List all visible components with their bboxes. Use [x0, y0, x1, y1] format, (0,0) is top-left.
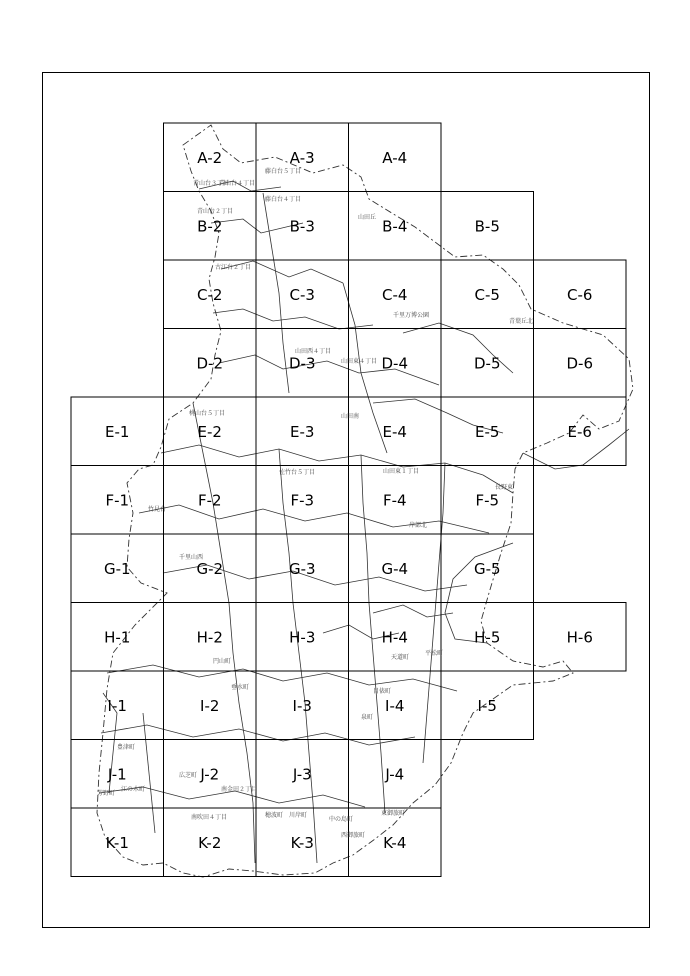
grid-label-e-3: E-3 — [290, 423, 315, 441]
town-label: 豊津町 — [117, 744, 136, 751]
grid-label-f-5: F-5 — [475, 491, 500, 510]
grid-label-h-6: H-6 — [566, 628, 593, 647]
town-label: 泉町 — [361, 714, 374, 721]
grid-label-e-5: E-5 — [475, 423, 500, 441]
grid-label-c-4: C-4 — [382, 286, 408, 304]
grid-label-f-1: F-1 — [105, 491, 130, 510]
town-label: 藤白台４丁目 — [265, 196, 302, 203]
grid-label-a-4: A-4 — [382, 149, 408, 167]
grid-label-h-1: H-1 — [104, 628, 131, 647]
town-label: 古江台２丁目 — [215, 264, 252, 271]
grid-label-c-5: C-5 — [474, 286, 500, 304]
grid-label-k-2: K-2 — [198, 834, 222, 852]
town-label: 山田東４丁目 — [341, 358, 378, 365]
grid-label-h-3: H-3 — [289, 628, 316, 647]
grid-label-i-2: I-2 — [200, 697, 220, 715]
town-boundaries — [99, 181, 629, 863]
grid-label-f-3: F-3 — [290, 491, 315, 510]
grid-label-b-5: B-5 — [474, 217, 500, 236]
grid-label-j-3: J-3 — [292, 765, 312, 784]
grid-label-g-4: G-4 — [381, 560, 409, 578]
town-label: 円山町 — [213, 658, 232, 665]
grid-label-j-2: J-2 — [200, 765, 220, 784]
grid-label-g-2: G-2 — [196, 560, 224, 578]
grid-label-e-1: E-1 — [105, 423, 130, 441]
grid-label-i-4: I-4 — [385, 697, 405, 715]
town-label: 南吹田４丁目 — [191, 814, 228, 821]
town-label: 青山台２丁目 — [197, 208, 234, 215]
town-label: 青葉丘北 — [509, 318, 534, 325]
town-label: 平松町 — [425, 650, 444, 657]
town-labels — [97, 167, 533, 839]
town-label: 目俵町 — [373, 688, 392, 695]
grid-label-j-1: J-1 — [107, 765, 127, 784]
town-label: 青山台３丁目 — [193, 180, 230, 187]
grid-label-d-5: D-5 — [473, 354, 501, 373]
town-label: 川岸町 — [289, 812, 308, 819]
town-label: 桃山台５丁目 — [189, 410, 226, 417]
grid-cells — [71, 123, 626, 877]
grid-label-i-1: I-1 — [107, 697, 127, 715]
grid-label-b-2: B-2 — [197, 217, 223, 236]
grid-label-f-4: F-4 — [382, 491, 407, 510]
town-label: 岸部北 — [409, 522, 428, 529]
town-label: 中の島町 — [329, 816, 354, 823]
grid-label-d-2: D-2 — [196, 354, 224, 373]
grid-label-g-3: G-3 — [288, 560, 316, 578]
grid-label-d-4: D-4 — [381, 354, 409, 373]
grid-label-g-1: G-1 — [103, 560, 131, 578]
town-label: 芳野町 — [97, 790, 116, 797]
town-label: 長野東 — [495, 484, 514, 491]
grid-label-a-2: A-2 — [197, 149, 223, 167]
town-label: 千里山西 — [179, 554, 204, 561]
town-label: 穂波町 — [265, 812, 284, 819]
town-label: 山田南 — [341, 413, 360, 420]
grid-label-e-4: E-4 — [382, 423, 407, 441]
grid-label-k-1: K-1 — [105, 834, 129, 852]
grid-label-e-6: E-6 — [567, 423, 592, 441]
town-label: 千里万博公園 — [393, 312, 430, 319]
grid-label-a-3: A-3 — [289, 149, 315, 167]
grid-label-g-5: G-5 — [473, 560, 501, 578]
town-label: 南金田２丁目 — [221, 786, 258, 793]
grid-label-k-3: K-3 — [290, 834, 314, 852]
town-label: 西御旅町 — [341, 832, 366, 839]
town-label: 佐竹台５丁目 — [279, 469, 316, 476]
town-label: 山田丘 — [358, 214, 377, 221]
grid-label-e-2: E-2 — [197, 423, 222, 441]
town-label: 天道町 — [391, 654, 410, 661]
grid-label-b-4: B-4 — [382, 217, 408, 236]
town-label: 東御旅町 — [381, 810, 406, 817]
grid-label-c-2: C-2 — [197, 286, 223, 304]
area-index-map — [43, 73, 651, 929]
grid-label-j-4: J-4 — [385, 765, 405, 784]
grid-label-i-3: I-3 — [292, 697, 312, 715]
town-label: 広芝町 — [179, 772, 198, 779]
town-label: 山田東１丁目 — [383, 468, 420, 475]
town-label: 山田西４丁目 — [295, 348, 332, 355]
grid-label-c-6: C-6 — [567, 286, 593, 304]
map-frame — [42, 72, 650, 928]
grid-label-i-5: I-5 — [477, 697, 497, 715]
grid-label-d-6: D-6 — [566, 354, 594, 373]
grid-label-k-4: K-4 — [383, 834, 407, 852]
grid-label-d-3: D-3 — [288, 354, 316, 373]
grid-label-f-2: F-2 — [197, 491, 222, 510]
grid-label-h-5: H-5 — [474, 628, 501, 647]
town-label: 垂水町 — [231, 684, 250, 691]
grid-label-h-2: H-2 — [196, 628, 223, 647]
town-label: 青山台４丁目 — [219, 180, 256, 187]
town-label: 竹見台 — [148, 506, 167, 513]
grid-label-b-3: B-3 — [289, 217, 315, 236]
town-label: 江の木町 — [121, 786, 146, 793]
grid-label-h-4: H-4 — [381, 628, 408, 647]
grid-label-c-3: C-3 — [289, 286, 315, 304]
city-boundary — [97, 125, 633, 877]
town-label: 藤白台５丁目 — [265, 168, 302, 175]
